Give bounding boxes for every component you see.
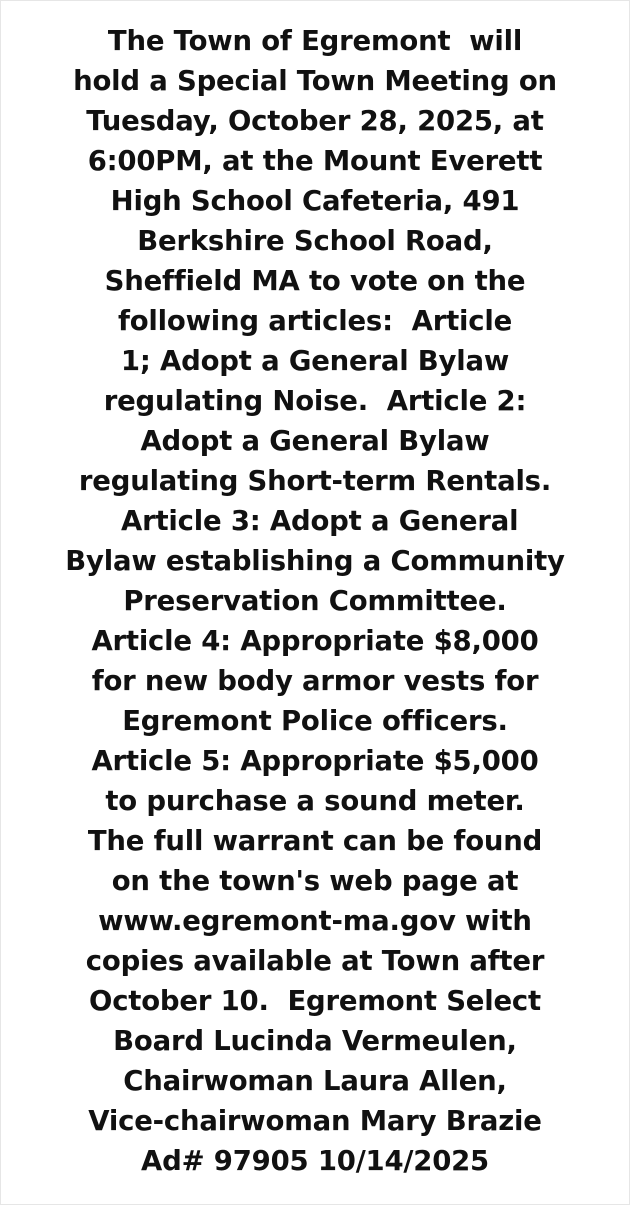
notice-line: regulating Noise. Article 2: (103, 385, 527, 417)
website-link: www.egremont-ma.gov with (98, 905, 532, 937)
notice-line: Adopt a General Bylaw (140, 425, 490, 457)
notice-line: October 10. Egremont Select (89, 985, 541, 1017)
notice-line: Tuesday, October 28, 2025, at (86, 105, 544, 137)
notice-line: Article 4: Appropriate $8,000 (91, 625, 539, 657)
notice-line: Board Lucinda Vermeulen, (113, 1025, 517, 1057)
notice-line: hold a Special Town Meeting on (73, 65, 557, 97)
notice-line: High School Cafeteria, 491 (110, 185, 520, 217)
notice-line: copies available at Town after (85, 945, 545, 977)
notice-line: The full warrant can be found (87, 825, 543, 857)
notice-line: Preservation Committee. (123, 585, 507, 617)
notice-line: 1; Adopt a General Bylaw (120, 345, 510, 377)
notice-line: Article 3: Adopt a General (111, 505, 519, 537)
notice-line: Vice-chairwoman Mary Brazie (88, 1105, 542, 1137)
notice-line: for new body armor vests for (91, 665, 539, 697)
notice-line: Berkshire School Road, (137, 225, 493, 257)
notice-line: following articles: Article (117, 305, 513, 337)
notice-line: Egremont Police officers. (122, 705, 508, 737)
ad-number: Ad# 97905 10/14/2025 (141, 1145, 489, 1177)
notice-line: Chairwoman Laura Allen, (123, 1065, 507, 1097)
notice-line: Article 5: Appropriate $5,000 (91, 745, 539, 777)
notice-line: to purchase a sound meter. (105, 785, 525, 817)
notice-line: 6:00PM, at the Mount Everett (87, 145, 543, 177)
notice-line: on the town's web page at (111, 865, 519, 897)
notice-line: The Town of Egremont will (107, 25, 523, 57)
notice-line: regulating Short-term Rentals. (78, 465, 552, 497)
notice-line: Bylaw establishing a Community (65, 545, 565, 577)
notice-line: Sheffield MA to vote on the (104, 265, 526, 297)
